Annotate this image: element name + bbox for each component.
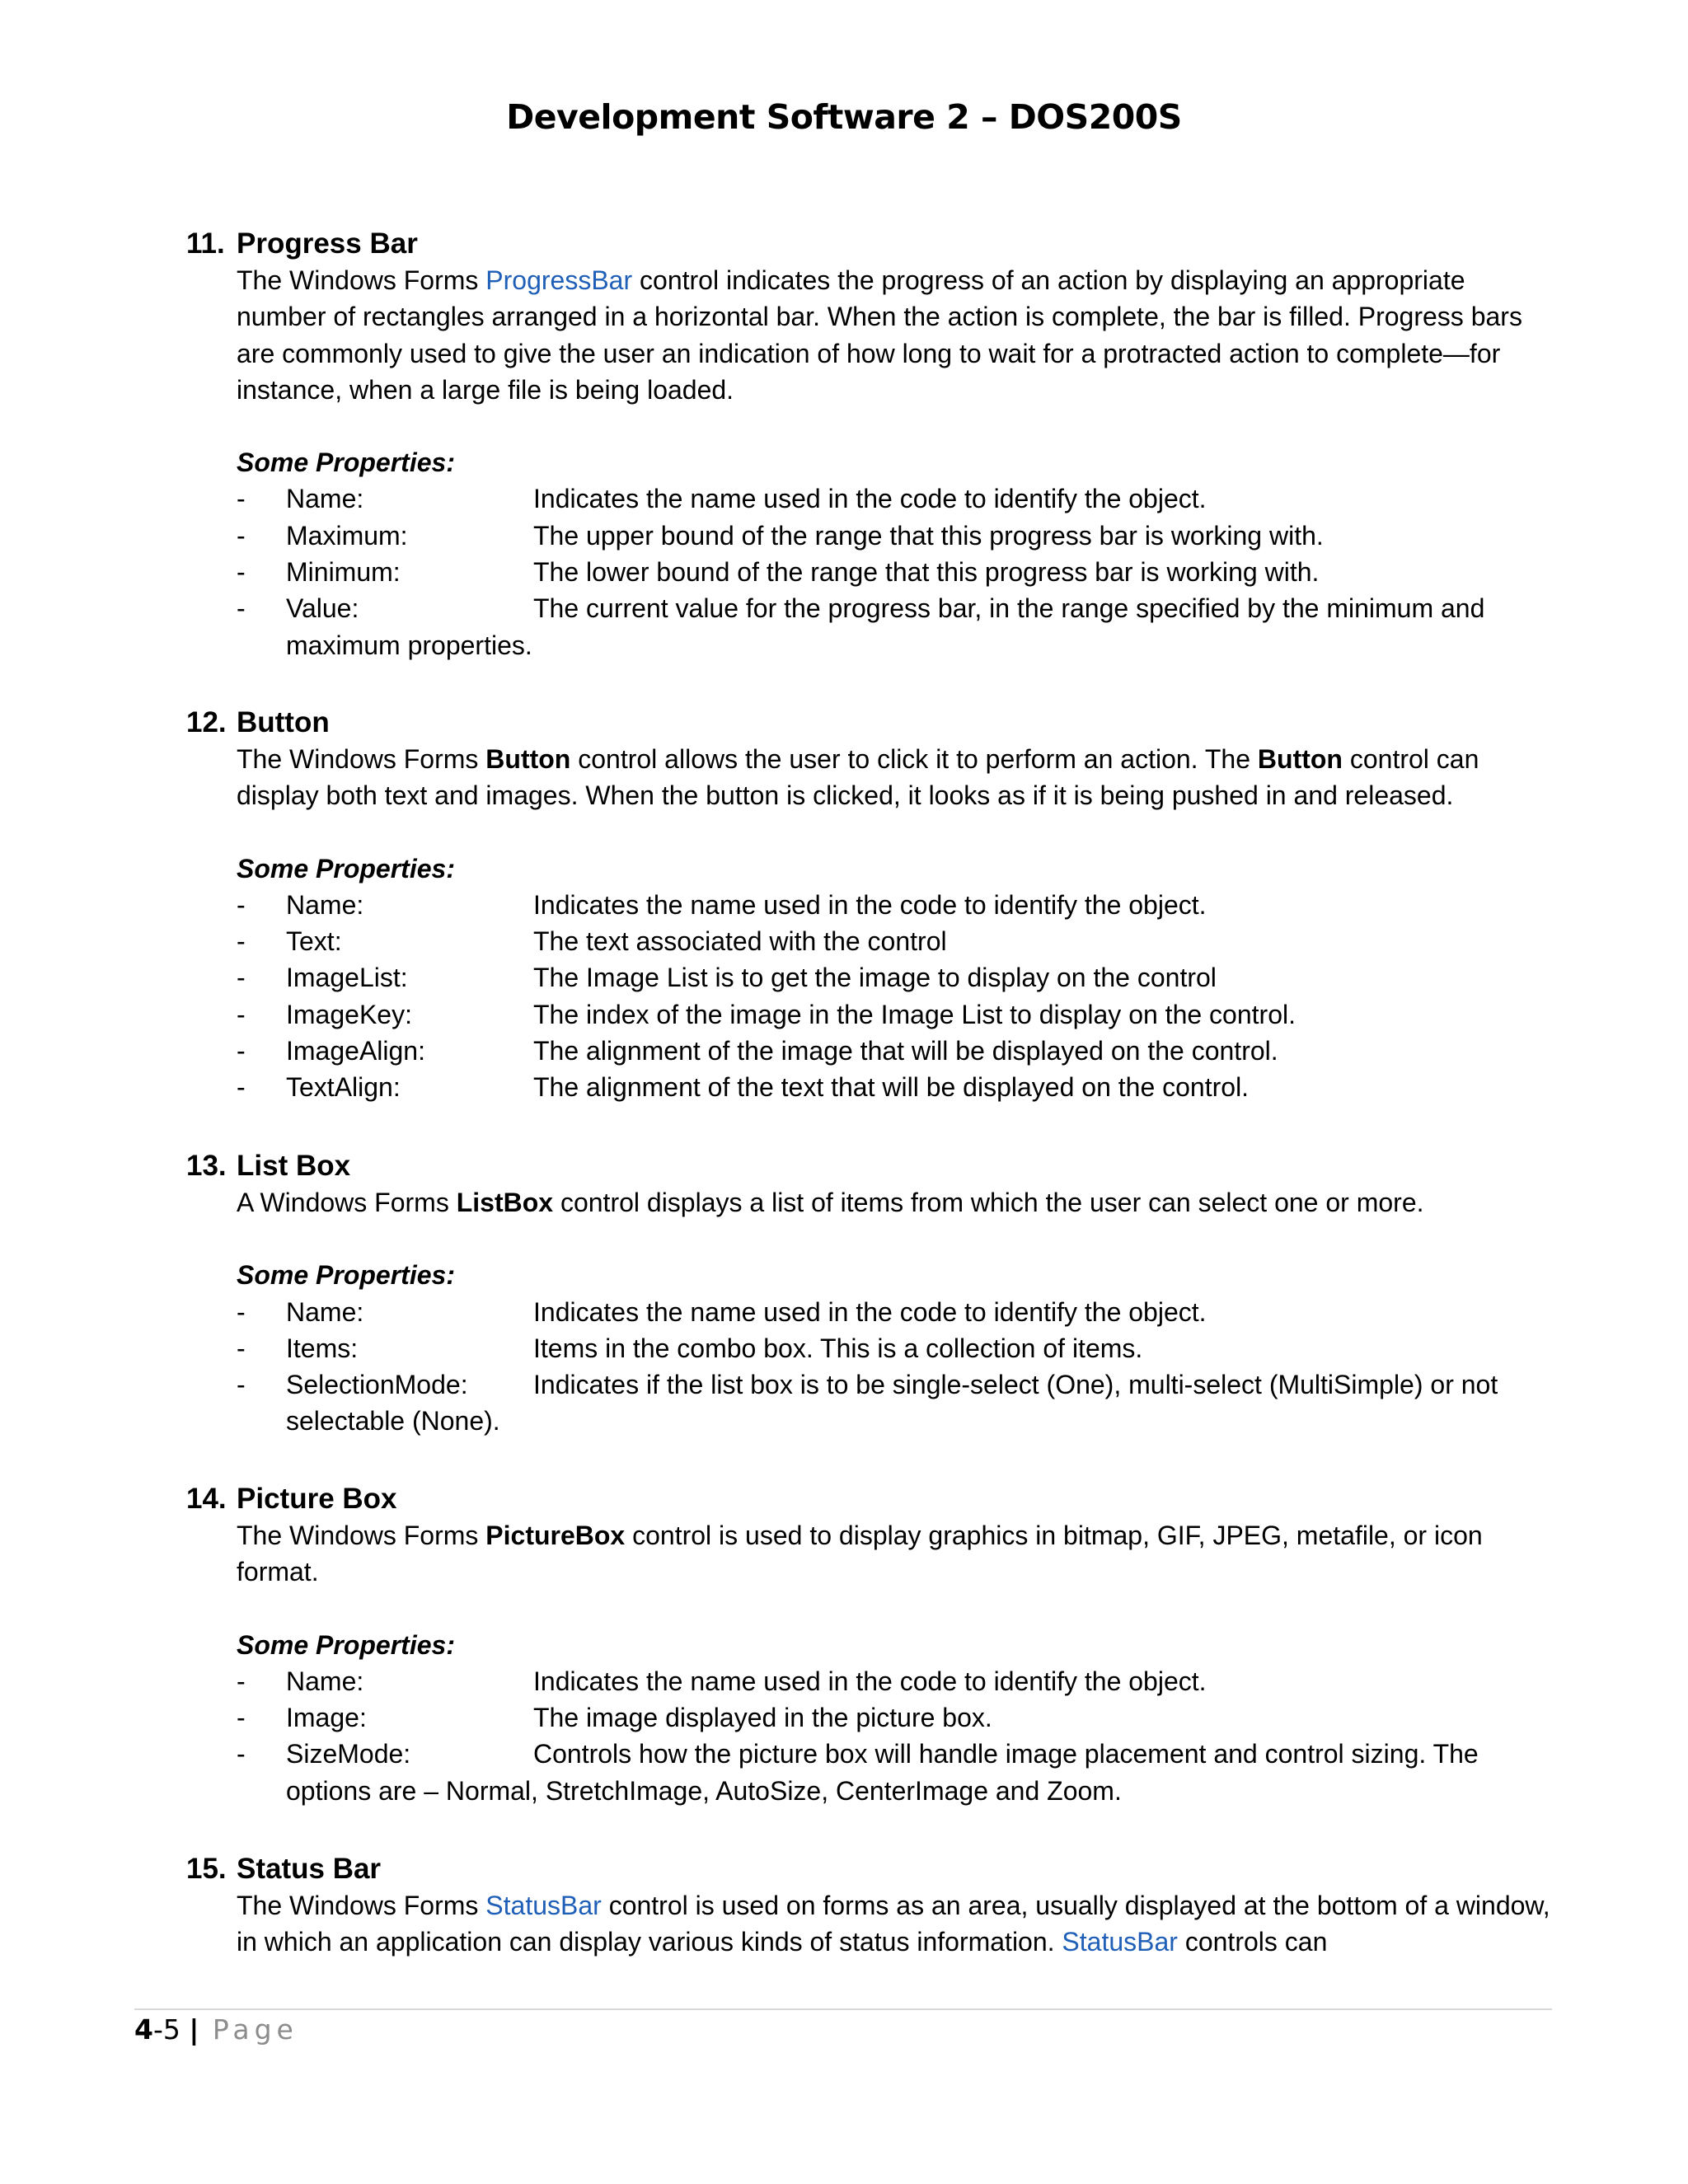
section-paragraph bbox=[237, 262, 1554, 408]
property-name: Name: bbox=[286, 889, 364, 920]
property-name: Items: bbox=[286, 1333, 359, 1363]
bullet-dash: - bbox=[237, 1296, 246, 1327]
para-text: The Windows Forms bbox=[237, 1521, 486, 1550]
section-title: Status Bar bbox=[237, 1853, 382, 1885]
page-number-rest: -5 bbox=[152, 2013, 190, 2046]
section-number: 11. bbox=[186, 227, 225, 260]
property-row bbox=[186, 923, 1554, 959]
property-name: Minimum: bbox=[286, 557, 401, 588]
property-name: Name: bbox=[286, 1296, 364, 1327]
property-name: SizeMode: bbox=[286, 1739, 411, 1769]
section-status-bar bbox=[186, 1851, 1554, 1961]
page-footer bbox=[134, 2013, 298, 2046]
statusbar-link[interactable]: StatusBar bbox=[485, 1891, 602, 1920]
property-name: Image: bbox=[286, 1703, 367, 1733]
property-description: The alignment of the image that will be displayed on the control. bbox=[533, 1036, 1278, 1066]
property-row bbox=[186, 996, 1554, 1033]
bullet-dash: - bbox=[237, 1666, 246, 1696]
property-row bbox=[186, 480, 1554, 517]
section-progress-bar bbox=[186, 226, 1554, 663]
property-description: The lower bound of the range that this progress bar is working with. bbox=[533, 557, 1320, 588]
property-name: Text: bbox=[286, 926, 342, 957]
section-paragraph bbox=[237, 741, 1554, 814]
section-title: List Box bbox=[237, 1150, 351, 1182]
footer-divider bbox=[134, 2008, 1552, 2010]
property-name: ImageKey: bbox=[286, 999, 412, 1029]
bullet-dash: - bbox=[237, 1036, 246, 1066]
property-row bbox=[186, 1069, 1554, 1105]
property-description: Indicates the name used in the code to identify the object. bbox=[533, 1666, 1207, 1696]
para-text: control is used to display graphics in bitmap, GIF, JPEG, metafile, or icon format. bbox=[237, 1521, 1483, 1587]
bullet-dash: - bbox=[237, 889, 246, 920]
property-description: The index of the image in the Image List to display on the control. bbox=[533, 999, 1296, 1029]
footer-separator: | bbox=[189, 2013, 199, 2046]
section-number: 15. bbox=[186, 1853, 227, 1885]
property-description: Indicates the name used in the code to identify the object. bbox=[533, 889, 1207, 920]
page-label: Page bbox=[199, 2013, 298, 2046]
property-description: The image displayed in the picture box. bbox=[533, 1703, 992, 1733]
bold-term: PictureBox bbox=[485, 1521, 626, 1550]
property-description-continued: options are – Normal, StretchImage, AutoSize, CenterImage and Zoom. bbox=[286, 1775, 1122, 1806]
bullet-dash: - bbox=[237, 999, 246, 1029]
property-row bbox=[186, 1366, 1554, 1440]
progressbar-link[interactable]: ProgressBar bbox=[485, 265, 633, 295]
property-name: Name: bbox=[286, 484, 364, 514]
section-number: 14. bbox=[186, 1483, 227, 1515]
property-description: Items in the combo box. This is a collection of items. bbox=[533, 1333, 1143, 1363]
section-number: 13. bbox=[186, 1150, 227, 1182]
bullet-dash: - bbox=[237, 926, 246, 957]
bullet-dash: - bbox=[237, 1072, 246, 1103]
section-heading bbox=[186, 1148, 1554, 1184]
property-description: The Image List is to get the image to display on the control bbox=[533, 963, 1217, 993]
para-text: The Windows Forms bbox=[237, 744, 486, 774]
property-row bbox=[186, 554, 1554, 590]
section-heading bbox=[186, 226, 1554, 262]
property-row bbox=[186, 1663, 1554, 1699]
section-list-box bbox=[186, 1148, 1554, 1440]
para-text: control is used on forms as an area, usually displayed at the bottom of a window, in which an application can display various kinds of status information. bbox=[237, 1891, 1550, 1957]
property-row bbox=[186, 1294, 1554, 1330]
section-picture-box bbox=[186, 1481, 1554, 1809]
bullet-dash: - bbox=[237, 963, 246, 993]
section-paragraph bbox=[237, 1517, 1554, 1591]
property-description: The alignment of the text that will be displayed on the control. bbox=[533, 1072, 1250, 1103]
page-number-bold: 4 bbox=[134, 2013, 153, 2046]
section-heading bbox=[186, 1851, 1554, 1887]
property-name: Maximum: bbox=[286, 520, 408, 551]
bullet-dash: - bbox=[237, 1370, 246, 1400]
property-description: The text associated with the control bbox=[533, 926, 947, 957]
para-text: The Windows Forms bbox=[237, 1891, 486, 1920]
bullet-dash: - bbox=[237, 484, 246, 514]
property-row bbox=[186, 590, 1554, 663]
property-row bbox=[186, 518, 1554, 554]
bold-term: ListBox bbox=[456, 1188, 554, 1217]
property-description: The upper bound of the range that this progress bar is working with. bbox=[533, 520, 1324, 551]
property-description: The current value for the progress bar, in the range specified by the minimum and bbox=[533, 593, 1485, 624]
property-name: ImageList: bbox=[286, 963, 408, 993]
property-name: Name: bbox=[286, 1666, 364, 1696]
page-header-title: Development Software 2 – DOS200S bbox=[506, 97, 1182, 137]
section-title: Button bbox=[237, 706, 330, 738]
property-row bbox=[186, 959, 1554, 996]
section-number: 12. bbox=[186, 706, 227, 738]
property-name: SelectionMode: bbox=[286, 1370, 468, 1400]
property-description-continued: selectable (None). bbox=[286, 1406, 500, 1436]
property-row bbox=[186, 1033, 1554, 1069]
section-title: Picture Box bbox=[237, 1483, 397, 1515]
para-text: control allows the user to click it to perform an action. The bbox=[570, 744, 1258, 774]
bullet-dash: - bbox=[237, 1739, 246, 1769]
bullet-dash: - bbox=[237, 1703, 246, 1733]
para-text: control can display both text and images. When the button is clicked, it looks as if it is being pushed in and released. bbox=[237, 744, 1479, 811]
para-text: control displays a list of items from which the user can select one or more. bbox=[553, 1188, 1424, 1217]
properties-heading: Some Properties: bbox=[237, 448, 455, 478]
bold-term: Button bbox=[1257, 744, 1343, 774]
section-heading bbox=[186, 1481, 1554, 1517]
property-description: Indicates the name used in the code to identify the object. bbox=[533, 1296, 1207, 1327]
bold-term: Button bbox=[485, 744, 571, 774]
property-description: Indicates the name used in the code to identify the object. bbox=[533, 484, 1207, 514]
para-text: controls can bbox=[1177, 1927, 1328, 1957]
bullet-dash: - bbox=[237, 1333, 246, 1363]
property-description-continued: maximum properties. bbox=[286, 630, 532, 660]
property-name: Value: bbox=[286, 593, 359, 624]
property-row bbox=[186, 1699, 1554, 1736]
section-title: Progress Bar bbox=[237, 227, 418, 260]
bullet-dash: - bbox=[237, 520, 246, 551]
property-name: ImageAlign: bbox=[286, 1036, 425, 1066]
property-name: TextAlign: bbox=[286, 1072, 401, 1103]
para-text: The Windows Forms bbox=[237, 265, 486, 295]
bullet-dash: - bbox=[237, 557, 246, 588]
statusbar-link[interactable]: StatusBar bbox=[1062, 1927, 1178, 1957]
properties-heading: Some Properties: bbox=[237, 1260, 455, 1291]
property-row bbox=[186, 887, 1554, 923]
section-paragraph bbox=[237, 1887, 1554, 1961]
property-description: Indicates if the list box is to be single-select (One), multi-select (MultiSimple) or not bbox=[533, 1370, 1498, 1400]
property-row bbox=[186, 1330, 1554, 1366]
properties-heading: Some Properties: bbox=[237, 853, 455, 883]
para-text: A Windows Forms bbox=[237, 1188, 457, 1217]
para-text: control indicates the progress of an action by displaying an appropriate number of rectangles arranged in a horizontal bar. When the action is complete, the bar is filled. Progress bars are commonly used to give the user an indication of how long to wait for a protracted action to complete—for instance, when a large file is being loaded. bbox=[237, 265, 1522, 405]
property-row bbox=[186, 1736, 1554, 1809]
properties-heading: Some Properties: bbox=[237, 1629, 455, 1660]
bullet-dash: - bbox=[237, 593, 246, 624]
section-button bbox=[186, 705, 1554, 1106]
section-heading bbox=[186, 705, 1554, 741]
section-paragraph bbox=[237, 1184, 1554, 1221]
property-description: Controls how the picture box will handle image placement and control sizing. The bbox=[533, 1739, 1479, 1769]
